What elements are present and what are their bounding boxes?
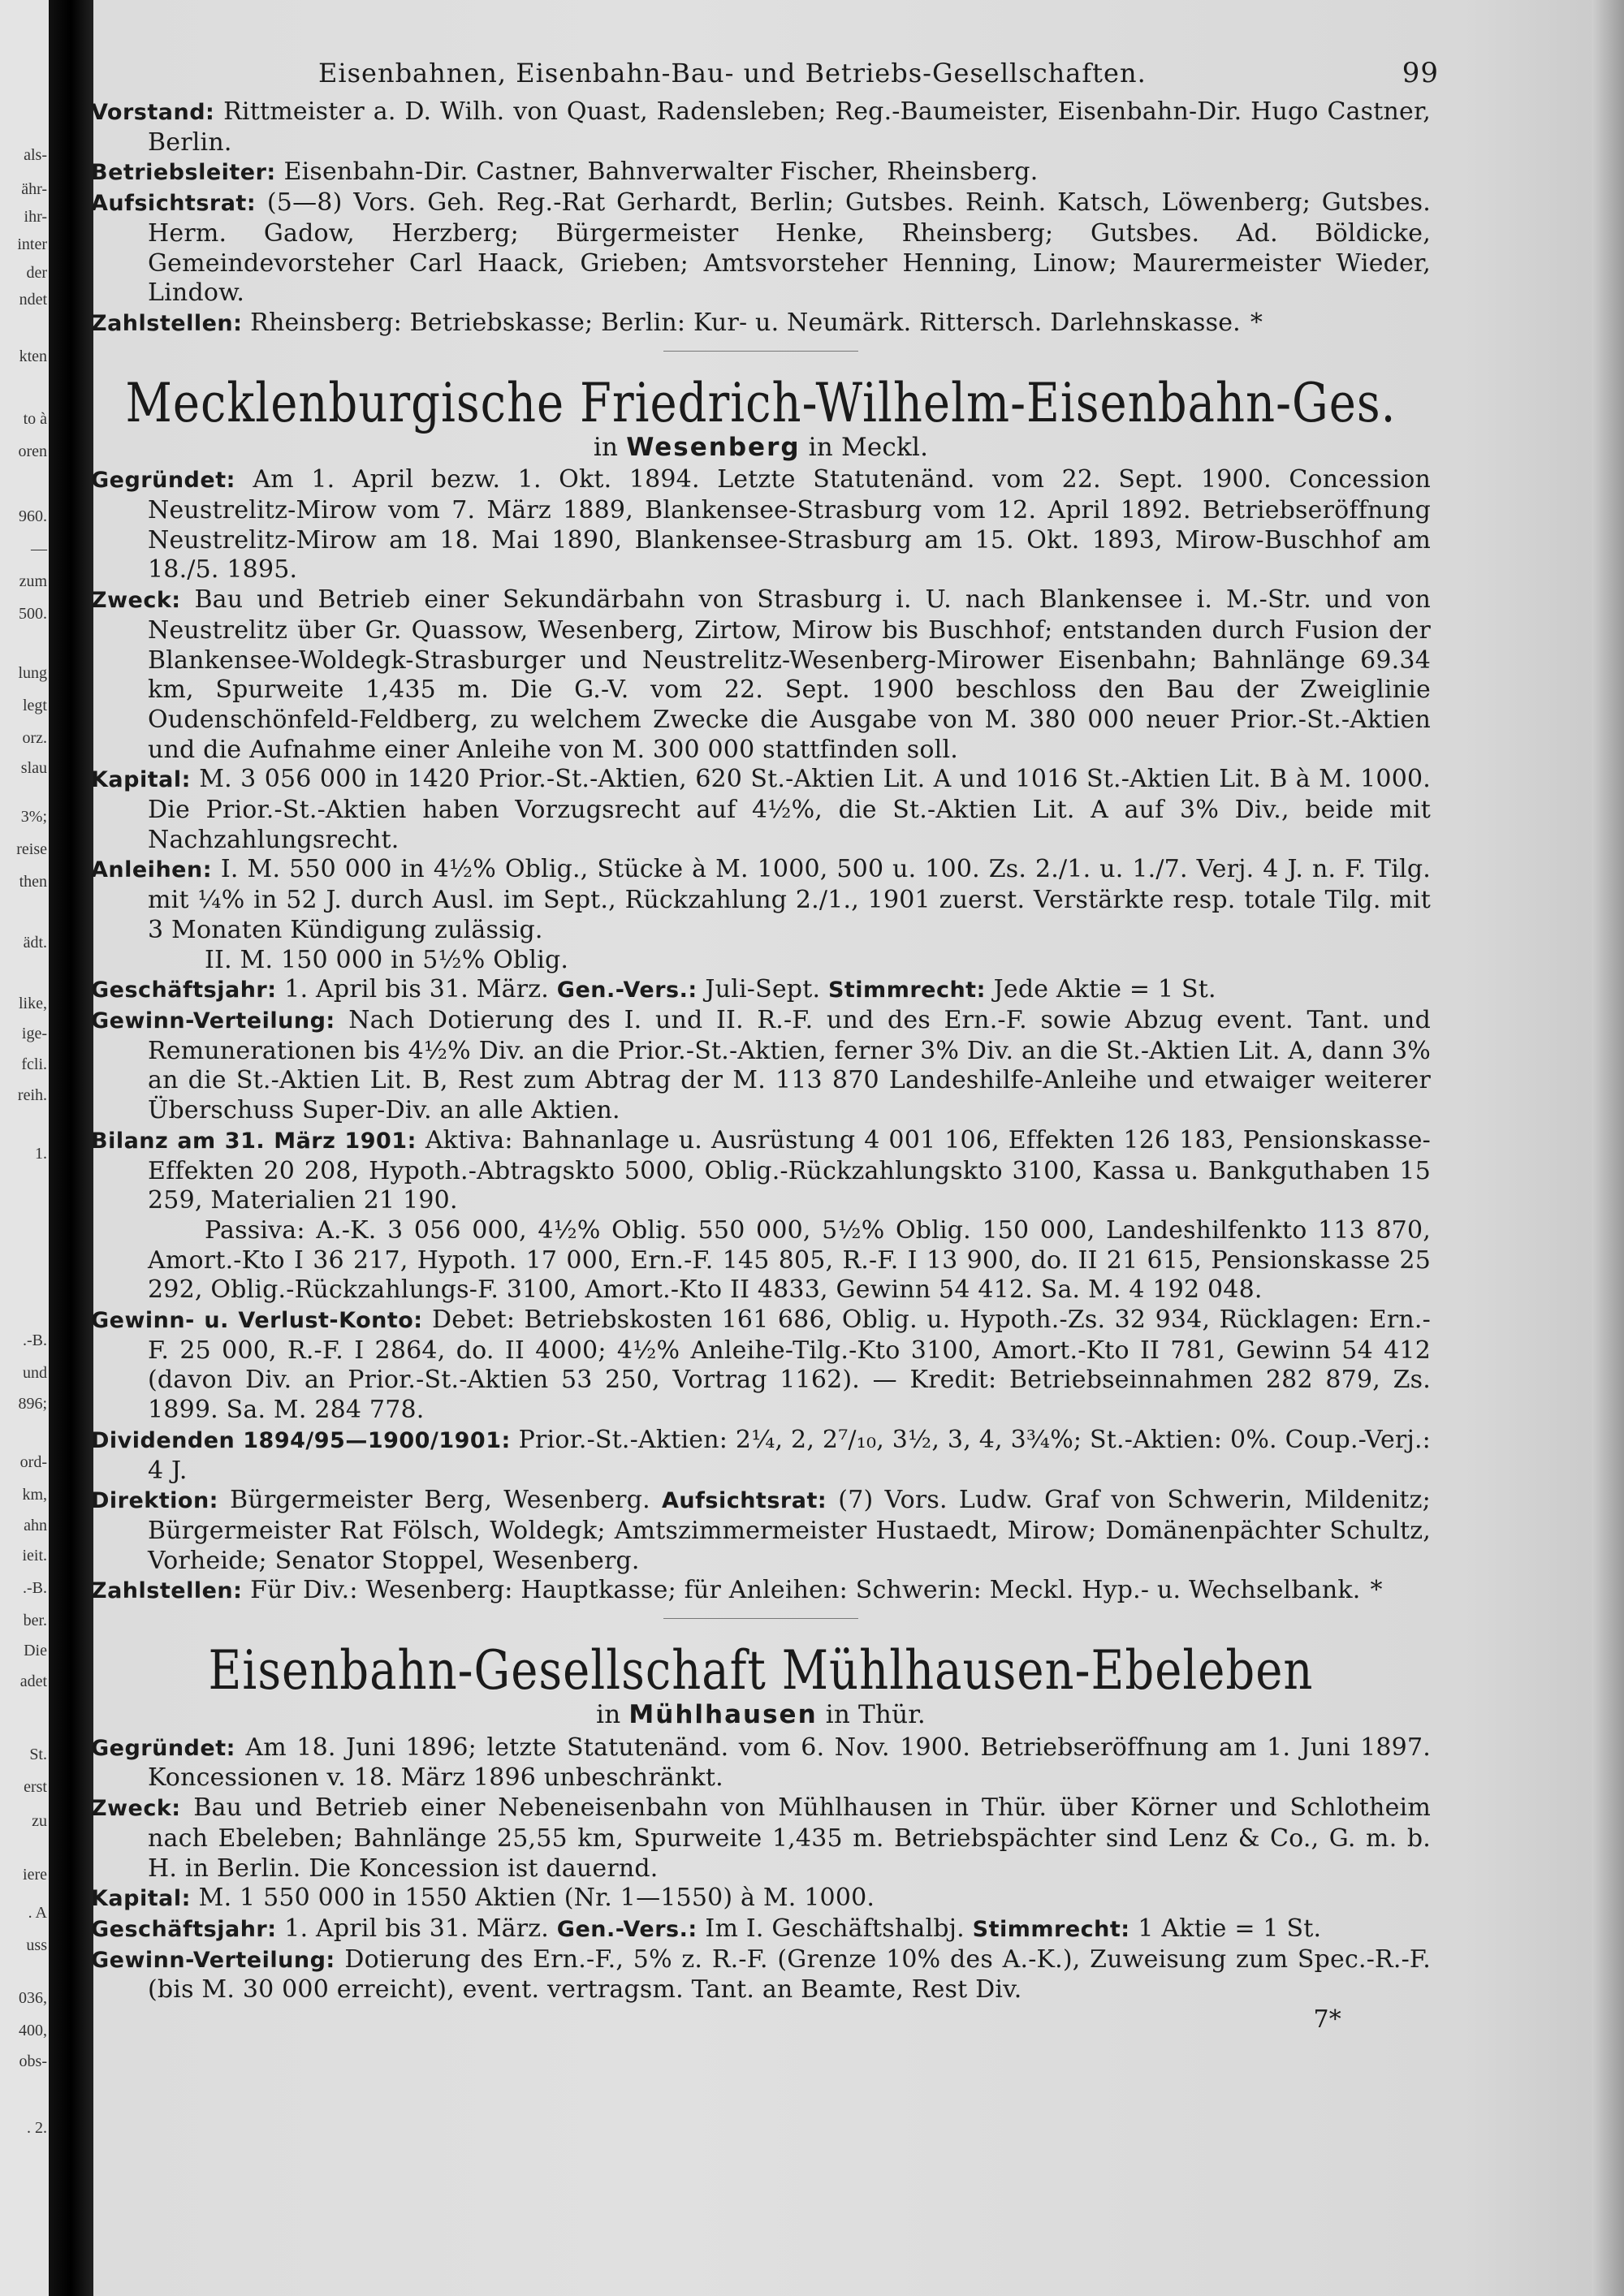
margin-fragment: ige- xyxy=(21,1025,47,1042)
adjacent-page-strip xyxy=(0,0,49,2296)
entry-text: Dotierung des Ern.-F., 5% z. R.-F. (Grenze 10% des A.-K.), Zuweisung zum Spec.-R.-F. (bis M. 30 000 erreicht), event. vertragsm. Tant. an Beamte, Rest Div. xyxy=(148,1944,1431,2005)
margin-fragment: slau xyxy=(20,759,47,777)
company-title: Mecklenburgische Friedrich-Wilhelm-Eisenbahn-Ges. xyxy=(125,372,1397,435)
margin-fragment: und xyxy=(23,1364,47,1382)
margin-fragment: . A xyxy=(28,1904,47,1922)
entry-text: Bürgermeister Berg, Wesenberg. xyxy=(230,1486,650,1515)
entry-text: 1 Aktie = 1 St. xyxy=(1138,1914,1322,1943)
entry-text: Nach Dotierung des I. und II. R.-F. und des Ern.-F. sowie Abzug event. Tant. und Remunerationen bis 4½% Div. an die Prior.-St.-Aktien, ferner 3% Div. an die St.-Aktien Lit. A, dann 3% an die St.-Aktien Lit. B, Rest zum Abtrag der M. 113 870 Landeshilfe-Anleihe und etwaiger weiterer Überschuss Super-Div. an alle Aktien. xyxy=(148,1005,1432,1125)
book-spine xyxy=(49,0,93,2296)
entry-text: Am 18. Juni 1896; letzte Statutenänd. vom 6. Nov. 1900. Betriebseröffnung am 1. Juni 1897. Koncessionen v. 18. März 1896 unbeschränkt. xyxy=(148,1733,1431,1793)
entry-text: Bau und Betrieb einer Sekundärbahn von Strasburg i. U. nach Blankensee i. M.-Str. und von Neustrelitz über Gr. Quassow, Wesenberg, Zirtow, Mirow bis Buschhof; entstanden durch Fusion der Blankensee-Woldegk-Strasburger und Neustrelitz-Wesenberg-Mirower Eisenbahn; Bahnlänge 69.34 km, Spurweite 1,435 m. Die G.-V. vom 22. Sept. 1900 beschloss den Bau der Zweiglinie Oudenschönfeld-Feldberg, zu welchem Zwecke die Ausgabe von M. 380 000 neuer Prior.-St.-Aktien und die Aufnahme einer Anleihe von M. 300 000 stattfinden soll. xyxy=(148,585,1431,764)
location-place: Wesenberg xyxy=(626,432,801,462)
margin-fragment: .-B. xyxy=(23,1331,47,1349)
entry-paragraph xyxy=(91,158,1431,188)
margin-fragment: then xyxy=(19,873,47,891)
margin-fragment: lung xyxy=(18,664,47,682)
entry-text: Juli-Sept. xyxy=(705,975,821,1004)
entry-text: Rittmeister a. D. Wilh. von Quast, Radensleben; Reg.-Baumeister, Eisenbahn-Dir. Hugo Castner, Berlin. xyxy=(148,97,1431,157)
margin-fragment: adet xyxy=(19,1672,47,1690)
separator-rule xyxy=(663,351,858,352)
entry-paragraph xyxy=(91,1945,1431,2005)
entry-label: Geschäftsjahr: xyxy=(91,1916,277,1942)
margin-fragment: fcli. xyxy=(21,1055,47,1073)
entry-text: (5—8) Vors. Geh. Reg.-Rat Gerhardt, Berlin; Gutsbes. Reinh. Katsch, Löwenberg; Gutsbes. Herm. Gadow, Herzberg; Bürgermeister Henke, Rheinsberg; Gutsbes. Ad. Böldicke, Gemeindevorsteher Carl Haack, Grieben; Amtsvorsteher Henning, Linow; Maurermeister Wieder, Lindow. xyxy=(148,188,1431,308)
margin-fragment: erst xyxy=(24,1778,47,1796)
entry-label: Geschäftsjahr: xyxy=(91,978,277,1003)
margin-fragment: 500. xyxy=(19,605,47,623)
margin-fragment: reise xyxy=(16,840,47,858)
margin-fragment: orz. xyxy=(22,729,47,747)
margin-fragment: ieit. xyxy=(22,1547,47,1564)
footnote-star: * xyxy=(1250,308,1263,337)
margin-fragment: der xyxy=(26,264,47,282)
entry-label: Aufsichtsrat: xyxy=(662,1488,827,1514)
entry-text: 1. April bis 31. März. xyxy=(284,975,550,1004)
margin-fragment: uss xyxy=(26,1936,47,1954)
margin-fragment: 896; xyxy=(18,1395,47,1413)
margin-fragment: iere xyxy=(23,1866,47,1884)
margin-fragment: Die xyxy=(24,1642,47,1659)
entry-paragraph xyxy=(91,1306,1431,1426)
margin-fragment: ihr- xyxy=(24,208,47,226)
entry-paragraph xyxy=(91,97,1431,158)
entry-text: (7) Vors. Ludw. Graf von Schwerin, Mildenitz; Bürgermeister Rat Fölsch, Woldegk; Amtszimmermeister Hustaedt, Mirow; Domänenpächter Schultz, Vorheide; Senator Stoppel, Wesenberg. xyxy=(148,1486,1431,1575)
margin-fragment: ber. xyxy=(23,1612,47,1629)
entry-label: Kapital: xyxy=(91,767,191,793)
entry-label: Gegründet: xyxy=(91,468,235,494)
company-section-2 xyxy=(91,1640,1431,2005)
company-entries xyxy=(91,1733,1431,2005)
entry-text: Bau und Betrieb einer Nebeneisenbahn von Mühlhausen in Thür. über Körner und Schlotheim nach Ebeleben; Bahnlänge 25,55 km, Spurweite 1,435 m. Betriebspächter sind Lenz & Co., G. m. b. H. in Berlin. Die Koncession ist dauernd. xyxy=(148,1793,1431,1883)
entry-text: Eisenbahn-Dir. Castner, Bahnverwalter Fischer, Rheinsberg. xyxy=(283,158,1039,187)
entry-paragraph xyxy=(91,1884,1431,1914)
entry-label: Direktion: xyxy=(91,1488,218,1514)
margin-fragment: zu xyxy=(32,1812,47,1830)
entry-label: Betriebsleiter: xyxy=(91,160,276,186)
entry-label: Gen.-Vers.: xyxy=(556,978,698,1003)
entry-paragraph xyxy=(91,1576,1431,1607)
running-header xyxy=(91,49,1439,97)
page-edge xyxy=(1592,0,1624,2296)
entry-text: Debet: Betriebskosten 161 686, Oblig. u. Hypoth.-Zs. 32 934, Rücklagen: Ern.-F. 25 000, R.-F. I 2864, do. II 4000; 4½% Anleihe-Tilg.-Kto 3100, Amort.-Kto II 781, Gewinn 54 412 (davon Div. an Prior.-St.-Aktien 53 250, Vortrag 1162). — Kredit: Betriebseinnahmen 282 879, Zs. 1899. Sa. M. 284 778. xyxy=(148,1306,1431,1425)
entry-text: M. 3 056 000 in 1420 Prior.-St.-Aktien, 620 St.-Aktien Lit. A und 1016 St.-Aktien Lit. B à M. 1000. Die Prior.-St.-Aktien haben Vorzugsrecht auf 4½%, die St.-Aktien Lit. A auf 3% Div., beide mit Nachzahlungsrecht. xyxy=(148,765,1431,854)
entry-label: Vorstand: xyxy=(91,100,215,125)
entry-label: Stimmrecht: xyxy=(827,978,986,1003)
header-title: Eisenbahnen, Eisenbahn-Bau- und Betriebs-Gesellschaften. xyxy=(318,58,1147,88)
entry-label: Zahlstellen: xyxy=(91,1578,243,1604)
margin-fragment: kten xyxy=(19,347,47,365)
margin-fragment: ädt. xyxy=(23,934,47,952)
entry-label: Gewinn-Verteilung: xyxy=(91,1008,335,1034)
entry-label: Dividenden 1894/95—1900/1901: xyxy=(91,1427,511,1453)
margin-fragment: reih. xyxy=(17,1086,47,1104)
margin-fragment: legt xyxy=(23,697,47,714)
margin-fragment: 960. xyxy=(19,507,47,525)
entry-text: Prior.-St.-Aktien: 2¼, 2, 2⁷/₁₀, 3½, 3, 4, 3¾%; St.-Aktien: 0%. Coup.-Verj.: 4 J. xyxy=(148,1425,1431,1485)
separator-rule xyxy=(663,1618,858,1619)
entry-paragraph xyxy=(91,1733,1431,1793)
entry-label: Zahlstellen: xyxy=(91,310,243,336)
entry-paragraph xyxy=(91,855,1431,945)
margin-fragment: ähr- xyxy=(21,180,47,198)
margin-fragment: zum xyxy=(19,572,47,590)
entry-label: Aufsichtsrat: xyxy=(91,191,257,217)
location-suffix: in Thür. xyxy=(825,1700,926,1730)
margin-fragment: like, xyxy=(19,995,47,1012)
entry-label: Bilanz am 31. März 1901: xyxy=(91,1128,417,1154)
entry-text: I. M. 550 000 in 4½% Oblig., Stücke à M. 1000, 500 u. 100. Zs. 2./1. u. 1./7. Verj. 4 J. n. F. Tilg. mit ¼% in 52 J. durch Ausl. im Sept., Rückzahlung 2./1., 1901 zuerst. Verstärkte resp. totale Tilg. mit 3 Monaten Kündigung zulässig. xyxy=(148,855,1431,944)
entry-label: Gen.-Vers.: xyxy=(556,1916,698,1942)
margin-fragment: km, xyxy=(22,1486,47,1504)
entry-text: Rheinsberg: Betriebskasse; Berlin: Kur- u. Neumärk. Rittersch. Darlehnskasse. xyxy=(250,308,1241,337)
margin-fragment: oren xyxy=(18,442,47,460)
location-place: Mühlhausen xyxy=(628,1700,818,1730)
entry-text: Passiva: A.-K. 3 056 000, 4½% Oblig. 550 000, 5½% Oblig. 150 000, Landeshilfenkto 113 870, Amort.-Kto I 36 217, Hypoth. 17 000, Ern.-F. 145 805, R.-F. I 13 900, do. II 21 615, Pensionskasse 25 292, Oblig.-Rückzahlungs-F. 3100, Amort.-Kto II 4833, Gewinn 54 412. Sa. M. 4 192 048. xyxy=(148,1215,1431,1305)
entry-text: 1. April bis 31. März. xyxy=(284,1914,550,1943)
entry-label: Anleihen: xyxy=(91,857,212,883)
entry-text: M. 1 550 000 in 1550 Aktien (Nr. 1—1550) à M. 1000. xyxy=(198,1884,875,1913)
entry-label: Stimmrecht: xyxy=(972,1916,1130,1942)
entry-paragraph xyxy=(91,765,1431,855)
page-content xyxy=(91,49,1439,2035)
entry-text: Im I. Geschäftshalbj. xyxy=(705,1914,965,1943)
entry-paragraph xyxy=(91,465,1431,585)
company-title: Eisenbahn-Gesellschaft Mühlhausen-Ebeleben xyxy=(208,1640,1314,1703)
signature-mark: 7* xyxy=(1313,2005,1341,2035)
entry-text: Am 1. April bezw. 1. Okt. 1894. Letzte Statutenänd. vom 22. Sept. 1900. Concession Neustrelitz-Mirow vom 7. März 1889, Blankensee-Strasburg vom 12. April 1892. Betriebseröffnung Neustrelitz-Mirow am 18. Mai 1890, Blankensee-Strasburg am 15. Okt. 1893, Mirow-Buschhof am 18./5. 1895. xyxy=(148,465,1431,585)
entry-label: Zweck: xyxy=(91,1796,181,1822)
margin-fragment: inter xyxy=(17,235,47,253)
entry-paragraph xyxy=(91,309,1431,339)
entry-label: Gegründet: xyxy=(91,1735,235,1761)
margin-fragment: obs- xyxy=(19,2052,47,2070)
margin-fragment: 036, xyxy=(19,1989,47,2007)
previous-company-entry xyxy=(91,97,1431,339)
entry-paragraph xyxy=(91,1426,1431,1486)
entry-text: Aktiva: Bahnanlage u. Ausrüstung 4 001 106, Effekten 126 183, Pensionskasse-Effekten 20 208, Hypoth.-Abtragskto 5000, Oblig.-Rückzahlungskto 3100, Kassa u. Bankguthaben 15 259, Materialien 21 190. xyxy=(148,1125,1431,1215)
margin-fragment: 400, xyxy=(19,2022,47,2039)
entry-label: Gewinn-Verteilung: xyxy=(91,1947,335,1973)
entry-paragraph xyxy=(91,1216,1431,1306)
entry-paragraph xyxy=(91,188,1431,309)
company-entries xyxy=(91,465,1431,1607)
entry-paragraph xyxy=(91,1126,1431,1216)
margin-fragment: .-B. xyxy=(23,1579,47,1597)
location-prefix: in xyxy=(593,432,619,462)
entry-paragraph xyxy=(91,1914,1431,1945)
margin-fragment: ndet xyxy=(19,291,47,309)
footnote-star: * xyxy=(1370,1576,1383,1605)
location-prefix: in xyxy=(596,1700,621,1730)
margin-fragment: — xyxy=(31,540,47,558)
entry-paragraph xyxy=(91,585,1431,765)
margin-fragment: . 2. xyxy=(27,2119,47,2137)
entry-paragraph xyxy=(91,1006,1431,1126)
entry-label: Kapital: xyxy=(91,1886,191,1912)
margin-fragment: als- xyxy=(24,146,47,164)
entry-text: Für Div.: Wesenberg: Hauptkasse; für Anleihen: Schwerin: Meckl. Hyp.- u. Wechselbank. xyxy=(250,1576,1361,1605)
margin-fragment: to à xyxy=(23,410,47,428)
margin-fragment: 1. xyxy=(35,1145,47,1163)
margin-fragment: St. xyxy=(29,1746,47,1763)
margin-fragment: 3%; xyxy=(20,808,47,826)
entry-paragraph xyxy=(91,975,1431,1006)
margin-fragment: ahn xyxy=(24,1517,47,1534)
margin-fragment: ord- xyxy=(19,1453,47,1471)
entry-paragraph xyxy=(91,1486,1431,1576)
entry-paragraph xyxy=(91,1793,1431,1884)
entry-label: Gewinn- u. Verlust-Konto: xyxy=(91,1308,423,1334)
location-suffix: in Meckl. xyxy=(808,432,929,462)
entry-text: Jede Aktie = 1 St. xyxy=(993,975,1216,1004)
entry-text: II. M. 150 000 in 5½% Oblig. xyxy=(205,945,569,974)
page-number: 99 xyxy=(1402,57,1439,89)
entry-paragraph xyxy=(91,946,1431,976)
entry-label: Zweck: xyxy=(91,588,181,614)
company-section-1 xyxy=(91,372,1432,1607)
